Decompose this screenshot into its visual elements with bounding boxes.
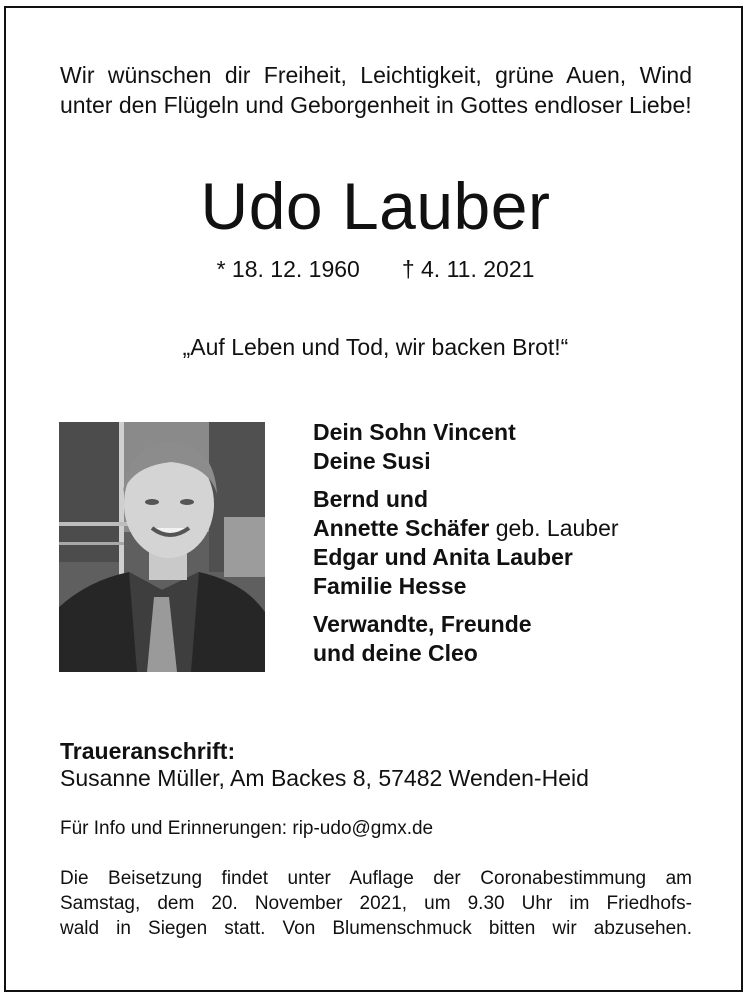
mourner-name: Annette Schäfer bbox=[313, 515, 490, 541]
mourner-line: Dein Sohn Vincent bbox=[313, 419, 516, 445]
death-date: † 4. 11. 2021 bbox=[401, 256, 535, 282]
deceased-name: Udo Lauber bbox=[200, 169, 551, 243]
funeral-line: Die Beisetzung findet unter Auflage der Coronabestimmung am bbox=[60, 868, 692, 889]
funeral-line: wald in Siegen statt. Von Blumenschmuck bitten wir abzusehen. bbox=[60, 918, 692, 939]
funeral-line: Samstag, dem 20. November 2021, um 9.30 Uhr im Friedhofs- bbox=[60, 893, 692, 914]
mourner-line: Bernd und bbox=[313, 486, 428, 512]
mourner-line: Verwandte, Freunde bbox=[313, 611, 532, 637]
mourner-maiden-name: geb. Lauber bbox=[489, 515, 619, 541]
mourner-line: Edgar und Anita Lauber bbox=[313, 544, 573, 570]
address-text: Susanne Müller, Am Backes 8, 57482 Wenden-Heid bbox=[60, 765, 589, 791]
contact-info: Für Info und Erinnerungen: rip-udo@gmx.de bbox=[60, 818, 434, 839]
mourner-group-schaefer bbox=[313, 485, 713, 601]
mourner-line: Familie Hesse bbox=[313, 573, 467, 599]
funeral-notice bbox=[60, 866, 692, 941]
birth-date: * 18. 12. 1960 bbox=[216, 256, 360, 282]
mourner-line: Deine Susi bbox=[313, 448, 431, 474]
memorial-quote: „Auf Leben und Tod, wir backen Brot!“ bbox=[182, 334, 569, 360]
mourner-group-family bbox=[313, 418, 713, 476]
address-title: Traueranschrift: bbox=[60, 738, 236, 764]
intro-text: Wir wünschen dir Freiheit, Leichtigkeit, grüne Auen, Wind unter den Flügeln und Geborgenheit in Gottes endloser Liebe! bbox=[60, 62, 692, 118]
mourner-line bbox=[313, 514, 713, 543]
mourners-list bbox=[313, 418, 713, 677]
mourner-group-relatives bbox=[313, 610, 713, 668]
life-dates bbox=[0, 254, 751, 284]
portrait-photo bbox=[59, 422, 265, 672]
mourner-line: und deine Cleo bbox=[313, 640, 478, 666]
